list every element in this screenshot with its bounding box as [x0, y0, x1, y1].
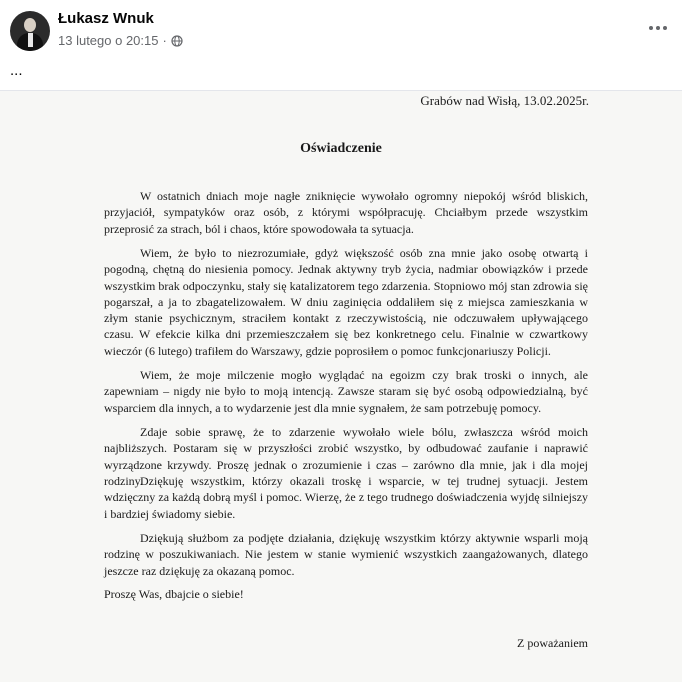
letter-paragraph: Zdaje sobie sprawę, że to zdarzenie wywołało wiele bólu, zwłaszcza wśród moich najbliższych. Postaram się w przyszłości zrobić wszystko, by odbudować zaufanie i naprawić wyrządzone krzywdy. Proszę jednak o zrozumienie i czas – zarówno dla mnie, jak i dla mojej rodziny. — [104, 425, 588, 488]
avatar[interactable] — [10, 11, 50, 51]
letter-closing: Proszę Was, dbajcie o siebie! — [104, 587, 244, 601]
letter-paragraph: Wiem, że moje milczenie mogło wyglądać na egoizm czy brak troski o innych, ale zapewniam – nigdy nie było to moją intencją. Zawsze staram się być osobą odpowiedzialną, być wsparciem dla innych, a to wydarzenie jest dla mnie sygnałem, że sam potrzebuję pomocy. — [104, 368, 588, 415]
letter-paragraph: Dziękuję wszystkim, którzy okazali troskę i wsparcie, w tej trudnej sytuacji. Jestem wdzięczny za każdą dobrą myśl i pomoc. Wierzę, że z tego trudnego doświadczenia wyjdę silniejszy i bardziej świadomy siebie. — [104, 474, 588, 521]
letter-place-date: Grabów nad Wisłą, 13.02.2025r. — [420, 93, 589, 108]
globe-icon[interactable] — [171, 35, 183, 47]
post-meta — [58, 33, 183, 48]
letter-title: Oświadczenie — [300, 141, 382, 156]
letter-image[interactable] — [0, 91, 682, 682]
letter-paragraph: Dziękują służbom za podjęte działania, dziękuję wszystkim którzy aktywnie wsparli moją rodzinę w poszukiwaniach. Nie jestem w stanie wymienić wszystkich zaangażowanych, dlatego jeszcze raz dziękuję za okazaną pomoc. — [104, 531, 588, 578]
post-timestamp[interactable]: 13 lutego o 20:15 — [58, 33, 159, 48]
post-header — [0, 0, 682, 60]
post-text: ... — [10, 62, 23, 79]
meta-separator: · — [162, 33, 167, 48]
letter-regards: Z poważaniem — [517, 636, 588, 650]
letter-paragraph: W ostatnich dniach moje nagłe zniknięcie wywołało ogromny niepokój wśród bliskich, przyjaciół, sympatyków oraz osób, z którymi współpracuję. Chciałbym przede wszystkim przeprosić za strach, ból i chaos, które spowodowała ta sytuacja. — [104, 189, 588, 236]
more-options-icon[interactable] — [644, 18, 672, 38]
letter-paragraph: Wiem, że było to niezrozumiałe, gdyż większość osób zna mnie jako osobę otwartą i pogodną, chętną do niesienia pomocy. Jednak aktywny tryb życia, nadmiar obowiązków i przede wszystkim brak odpoczynku, stały się katalizatorem tego zdarzenia. Stopniowo mój stan zdrowia się pogarszał, a ja to zbagatelizowałem. W dniu zaginięcia oddaliłem się z miejsca zamieszkania w złym stanie psychicznym, straciłem kontakt z rzeczywistością, nie odczuwałem upływającego czasu. W efekcie kilka dni przemieszczałem się bez konkretnego celu. Finalnie w czwartkowy wieczór (6 lutego) trafiłem do Warszawy, gdzie poprosiłem o pomoc funkcjonariuszy Policji. — [104, 246, 588, 358]
author-name[interactable]: Łukasz Wnuk — [58, 10, 154, 27]
